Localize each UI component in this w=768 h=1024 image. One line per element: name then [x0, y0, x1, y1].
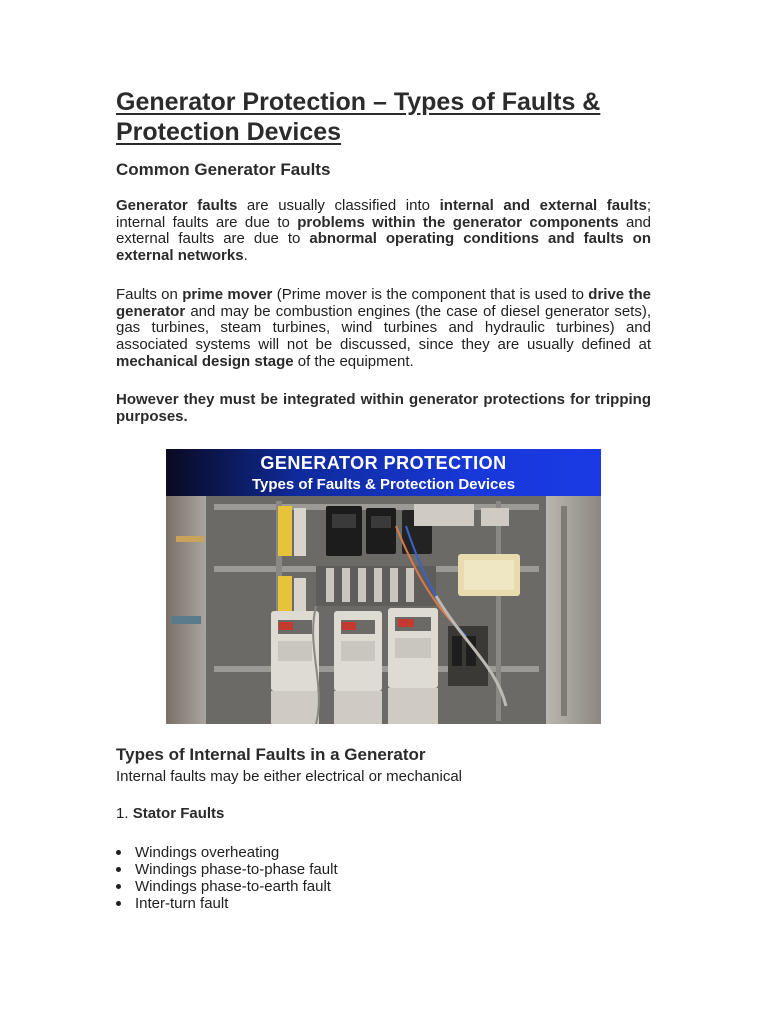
- body-text: Faults on: [116, 285, 183, 303]
- image-banner: [166, 449, 601, 496]
- body-text: (Prime mover is the component that is used to: [272, 285, 589, 303]
- bullet-icon: [116, 867, 121, 872]
- emphasized-text: internal and external faults: [439, 197, 647, 214]
- paragraph-fault-classification: [116, 198, 651, 265]
- image-banner-title: GENERATOR PROTECTION: [260, 452, 507, 473]
- numbered-item-stator-faults: [116, 805, 651, 823]
- list-item: Windings overheating: [116, 844, 651, 861]
- emphasized-text: mechanical design stage: [116, 352, 294, 370]
- list-item: Inter-turn fault: [116, 895, 651, 912]
- emphasized-text: Generator faults: [116, 197, 238, 214]
- body-text: and may be combustion engines (the case of diesel generator sets), gas turbines, steam turbines, wind turbines and hydraulic turbines) and associated systems will not be discussed, since they are usually defined at: [116, 302, 651, 353]
- bullet-icon: [116, 850, 121, 855]
- bullet-icon: [116, 901, 121, 906]
- electrical-panel-photo-icon: [166, 496, 601, 724]
- body-text: are usually classified into: [237, 197, 440, 214]
- emphasized-text: drive the generator: [116, 285, 651, 320]
- emphasized-text: prime mover: [182, 285, 273, 303]
- emphasized-text: abnormal operating conditions and faults on external networks: [116, 230, 651, 265]
- emphasized-text: problems within the generator components: [297, 213, 619, 231]
- numbered-item-number: 1.: [116, 804, 129, 822]
- body-text: .: [243, 247, 248, 265]
- section-heading-internal-faults: Types of Internal Faults in a Generator: [116, 744, 426, 764]
- page-title: Generator Protection – Types of Faults & Protection Devices: [116, 88, 601, 146]
- section-intro: Internal faults may be either electrical or mechanical: [116, 767, 462, 785]
- numbered-item-label: Stator Faults: [132, 804, 225, 822]
- list-item: Windings phase-to-phase fault: [116, 861, 651, 878]
- image-banner-subtitle: Types of Faults & Protection Devices: [251, 475, 516, 493]
- section-subtitle: Common Generator Faults: [116, 160, 331, 179]
- paragraph-prime-mover: [116, 287, 651, 371]
- generator-protection-image: [166, 449, 601, 724]
- article-body: [116, 87, 651, 912]
- stator-faults-list: [116, 844, 651, 912]
- body-text: of the equipment.: [293, 352, 414, 370]
- list-item: Windings phase-to-earth fault: [116, 878, 651, 895]
- paragraph-integration-note: However they must be integrated within generator protections for tripping purposes.: [116, 391, 651, 426]
- body-text: ; internal faults are due to: [116, 197, 651, 231]
- bullet-icon: [116, 884, 121, 889]
- body-text: and external faults are due to: [116, 213, 651, 248]
